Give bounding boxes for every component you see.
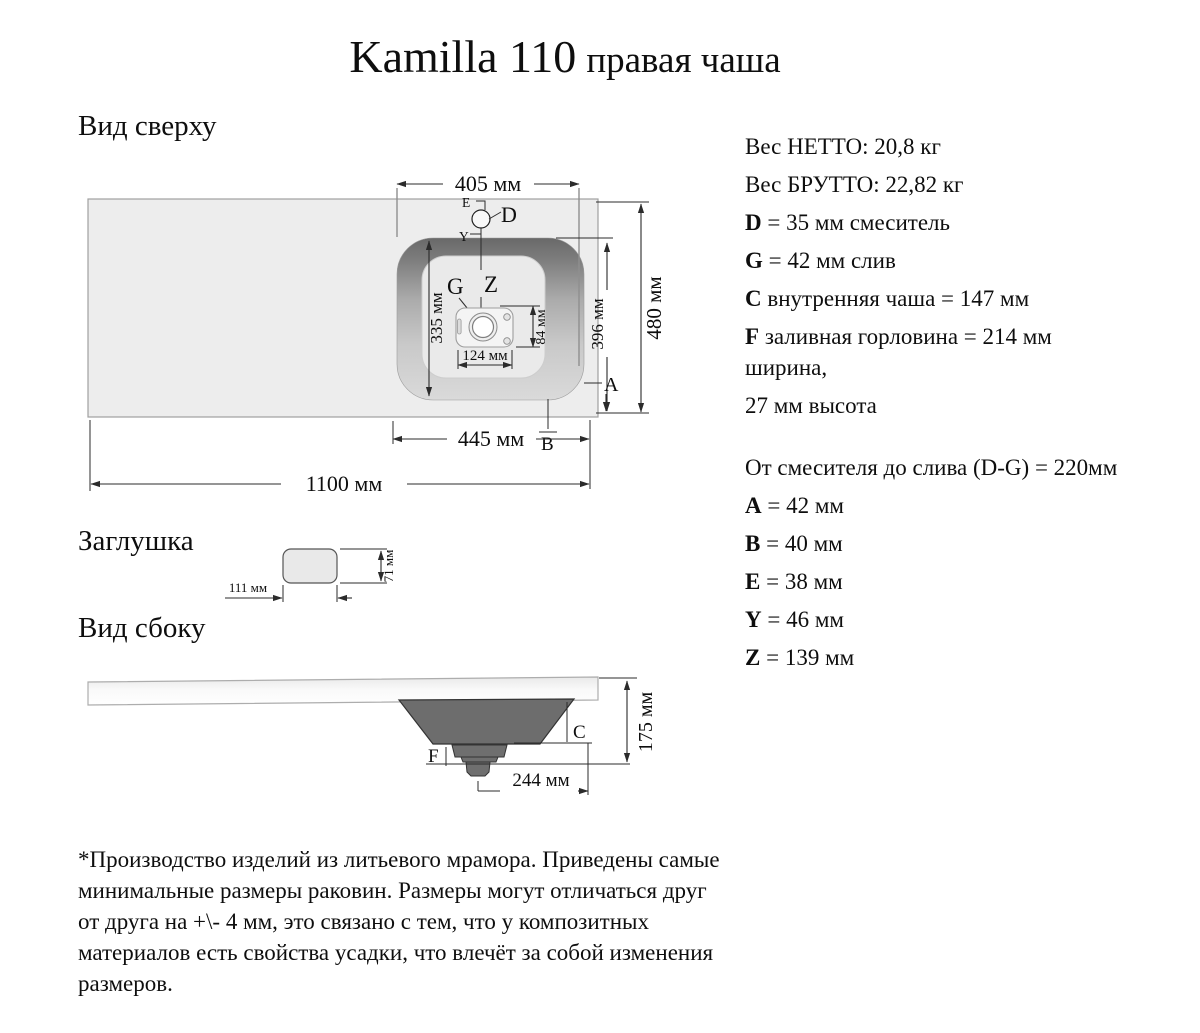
label-c: C: [573, 722, 586, 743]
drain-flange-middle: [461, 757, 498, 762]
spec-d-mixer: D = 35 мм смеситель: [745, 210, 950, 235]
spec-list: [745, 134, 1175, 683]
plug-outline: [283, 549, 337, 583]
label-f: F: [428, 746, 439, 767]
label-e: E: [462, 195, 471, 210]
spec-f-neck-height: 27 мм высота: [745, 393, 877, 418]
drain-hole: [473, 317, 494, 338]
dim-445-label: 445 мм: [457, 426, 525, 451]
dim-111-label: 111 мм: [228, 580, 268, 595]
label-a: A: [604, 374, 619, 396]
spec-weight-net: Вес НЕТТО: 20,8 кг: [745, 134, 941, 159]
spec-c-inner-bowl: C внутренняя чаша = 147 мм: [745, 286, 1030, 311]
product-name: Kamilla 110: [349, 31, 577, 82]
dim-175-label: 175 мм: [635, 691, 657, 753]
label-y: Y: [459, 229, 469, 244]
dim-405-label: 405 мм: [454, 171, 522, 196]
spec-mixer-to-drain: От смесителя до слива (D-G) = 220мм: [745, 455, 1118, 480]
plug-heading: Заглушка: [78, 525, 194, 557]
spec-z: Z = 139 мм: [745, 645, 855, 670]
top-view-heading: Вид сверху: [78, 110, 217, 142]
product-variant: правая чаша: [586, 40, 781, 81]
spec-g-drain: G = 42 мм слив: [745, 248, 896, 273]
footnote: *Производство изделий из литьевого мрамора. Приведены самые минимальные размеры раковин. Размеры могут отличаться друг от друга на +\- 4 мм, это связано с тем, что у композитных материалов есть свойства усадки, что влечёт за собой изменения размеров.: [78, 847, 720, 996]
dim-480-label: 480 мм: [642, 276, 666, 340]
label-d: D: [501, 202, 517, 227]
plug-drawing: [225, 549, 396, 602]
faucet-hole: [472, 210, 490, 228]
dim-396-label: 396 мм: [588, 298, 607, 350]
dim-124-label: 124 мм: [462, 348, 508, 364]
drain-flange-upper: [452, 745, 507, 757]
spec-f-neck-width-cont: ширина,: [745, 355, 828, 380]
dim-335-label: 335 мм: [427, 292, 446, 344]
label-z: Z: [484, 272, 499, 297]
spec-y: Y = 46 мм: [745, 607, 844, 632]
side-view-drawing: [88, 677, 657, 795]
bowl-side-profile: [399, 699, 574, 744]
dim-244-label: 244 мм: [512, 770, 570, 791]
top-view-drawing: [88, 171, 666, 496]
side-view-heading: Вид сбоку: [78, 612, 206, 644]
label-b: B: [541, 434, 554, 455]
overflow-slot: [458, 319, 462, 334]
spec-f-neck-width: F заливная горловина = 214 мм: [745, 324, 1052, 349]
spec-a: A = 42 мм: [745, 493, 844, 518]
dim-84-label: 84 мм: [534, 309, 549, 345]
spec-weight-gross: Вес БРУТТО: 22,82 кг: [745, 172, 964, 197]
dim-71-label: 71 мм: [381, 549, 396, 583]
spec-b: B = 40 мм: [745, 531, 843, 556]
screw-top: [504, 314, 511, 321]
screw-bottom: [504, 338, 511, 345]
dim-1100-label: 1100 мм: [305, 471, 383, 496]
label-g: G: [447, 274, 464, 299]
spec-e: E = 38 мм: [745, 569, 843, 594]
